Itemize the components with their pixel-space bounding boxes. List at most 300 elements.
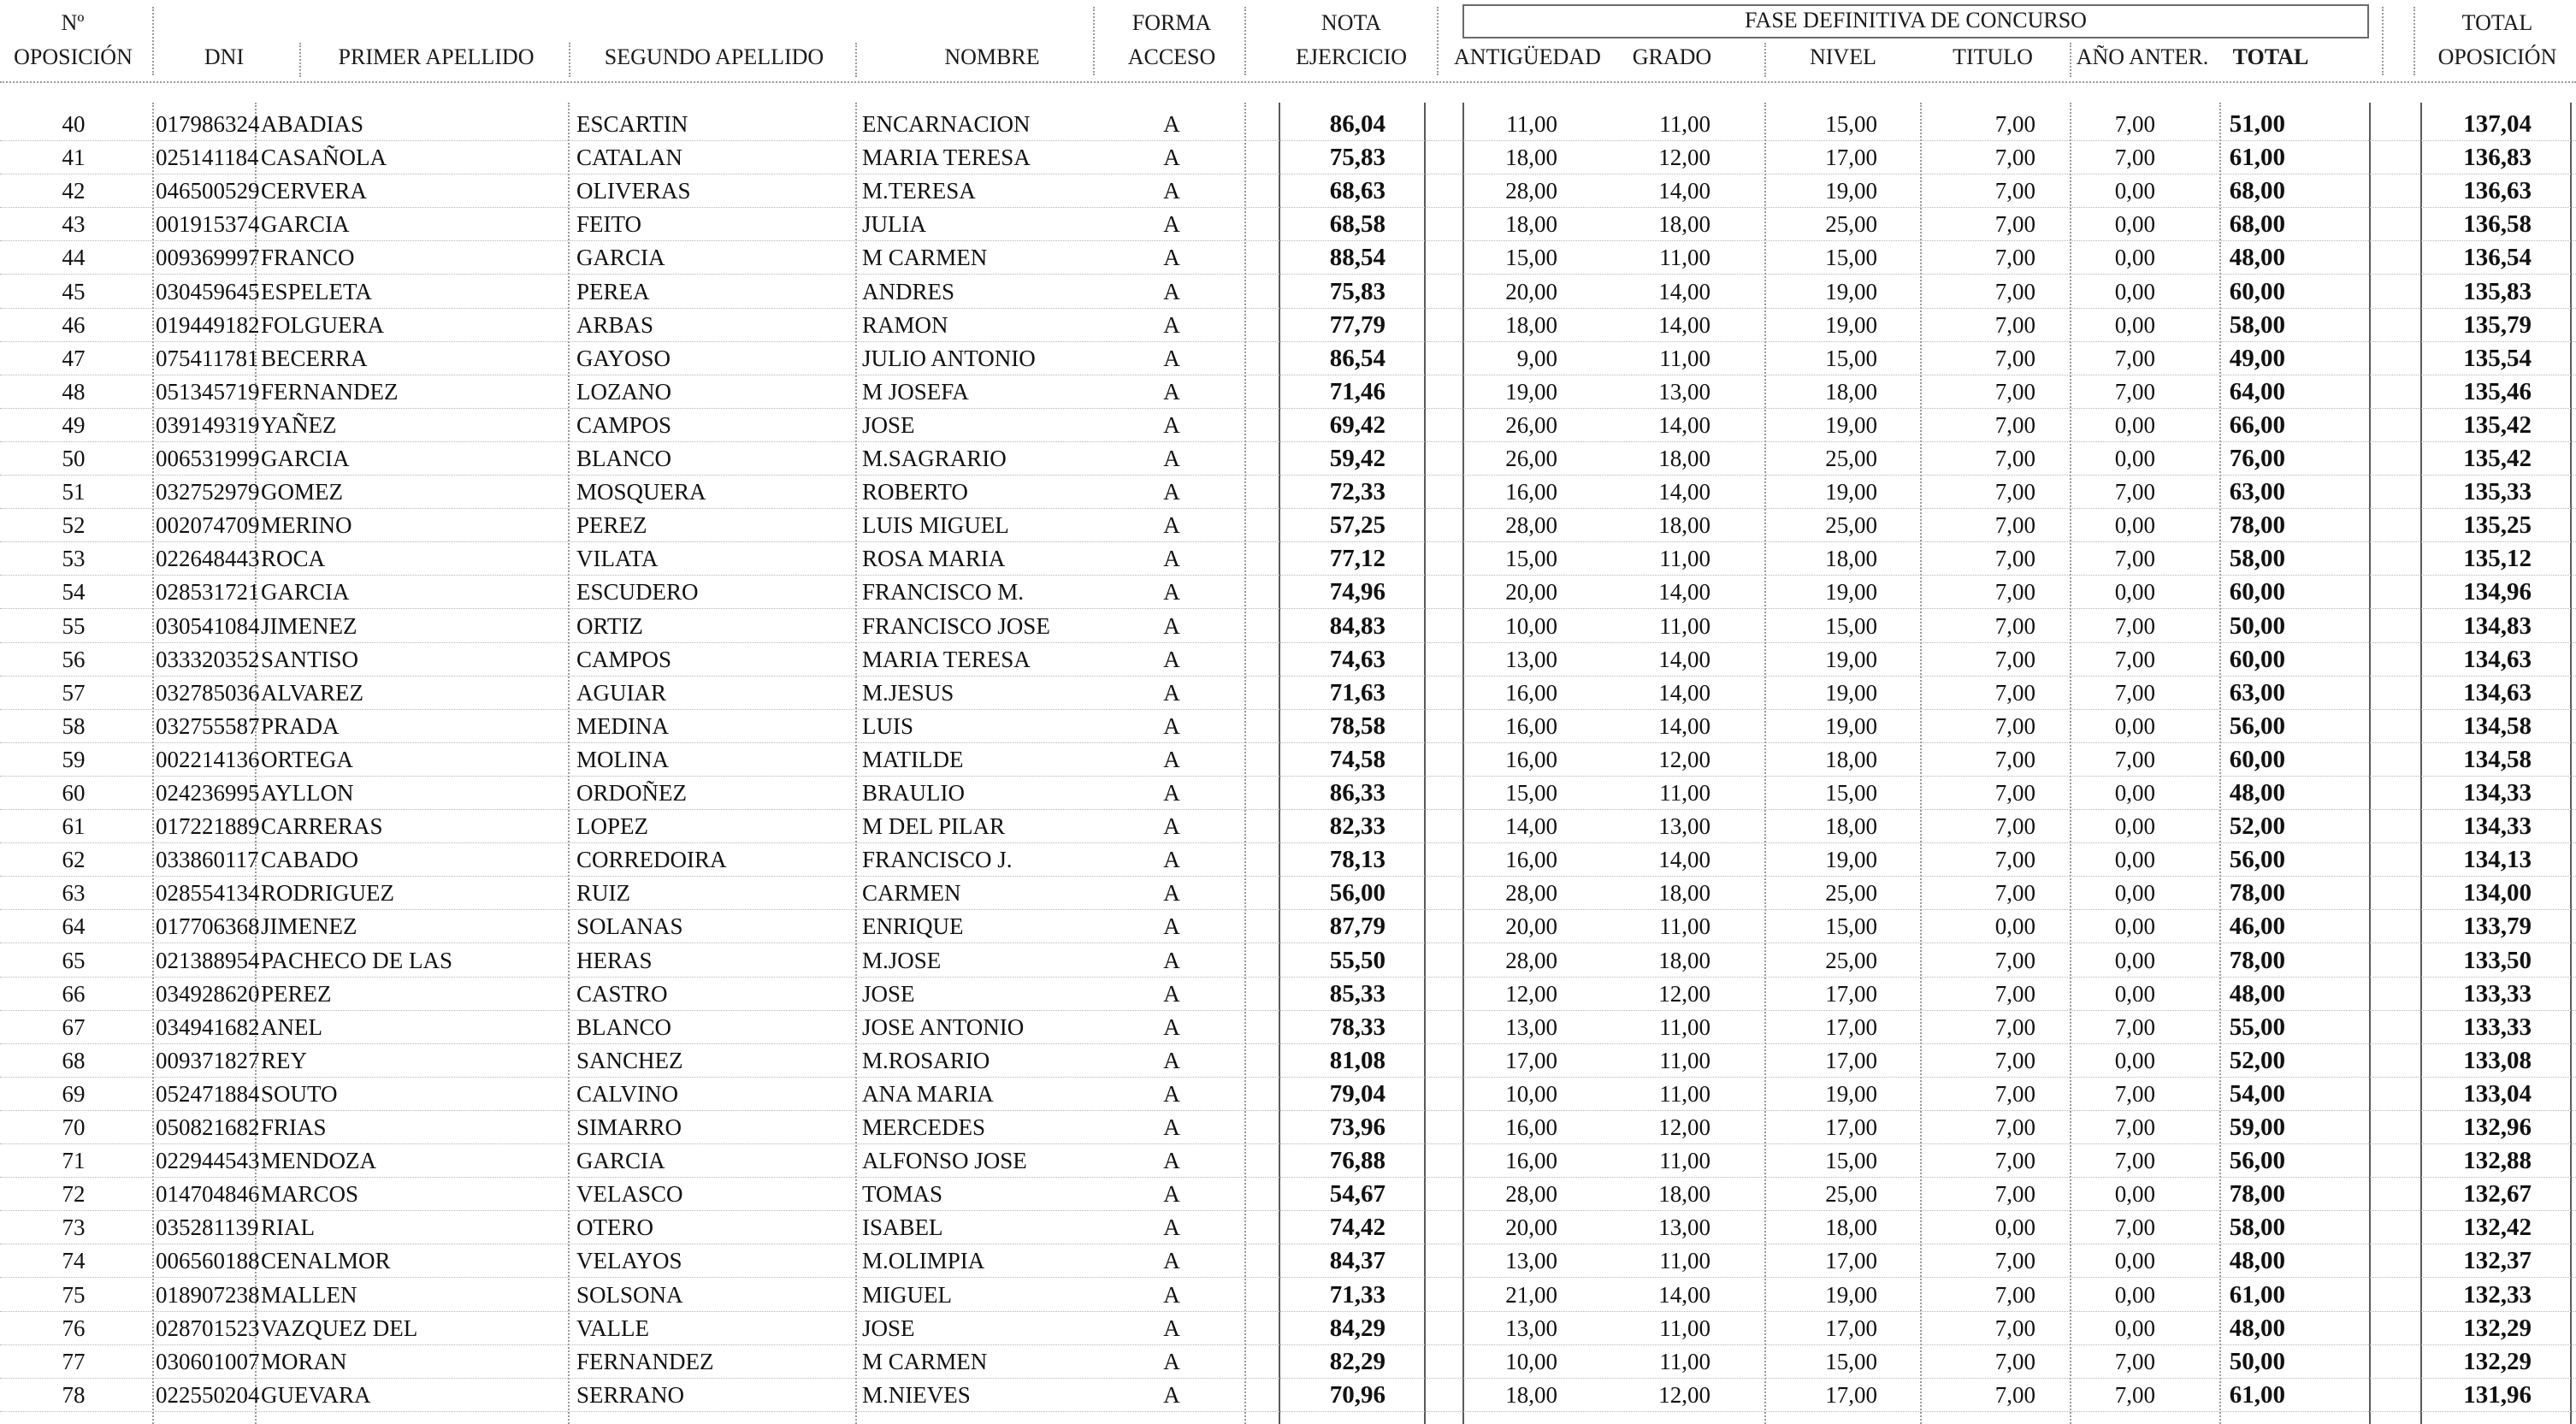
ano-anterior-cell: 0,00 bbox=[2114, 813, 2155, 840]
antiguedad-cell: 13,00 bbox=[1505, 1248, 1557, 1274]
header-antiguedad: ANTIGÜEDAD bbox=[1454, 44, 1601, 69]
nota-ejercicio-cell: 86,54 bbox=[1329, 344, 1385, 372]
grado-cell: 11,00 bbox=[1659, 245, 1710, 271]
nivel-cell: 15,00 bbox=[1825, 780, 1877, 806]
nivel-cell: 17,00 bbox=[1825, 1013, 1877, 1040]
titulo-cell: 7,00 bbox=[1994, 345, 2035, 371]
ano-anterior-cell: 0,00 bbox=[2114, 1281, 2155, 1308]
dni-cell: 009371827 bbox=[156, 1047, 260, 1073]
primer-apellido-cell: PRADA bbox=[261, 712, 340, 739]
antiguedad-cell: 20,00 bbox=[1505, 579, 1557, 606]
ano-anterior-cell: 0,00 bbox=[2114, 847, 2155, 873]
dni-cell: 050821682 bbox=[156, 1114, 260, 1140]
nota-ejercicio-cell: 72,33 bbox=[1329, 478, 1385, 506]
forma-acceso-cell: A bbox=[1163, 1148, 1180, 1174]
table-row bbox=[0, 509, 2576, 542]
primer-apellido-cell: FRIAS bbox=[261, 1114, 327, 1140]
header-dni: DNI bbox=[204, 44, 245, 69]
row-number: 50 bbox=[62, 446, 86, 471]
segundo-apellido-cell: RUIZ bbox=[576, 880, 630, 907]
segundo-apellido-cell: VELAYOS bbox=[576, 1248, 682, 1274]
titulo-cell: 7,00 bbox=[1994, 646, 2035, 672]
segundo-apellido-cell: BLANCO bbox=[576, 446, 672, 471]
antiguedad-cell: 16,00 bbox=[1505, 847, 1557, 873]
fase-total-cell: 52,00 bbox=[2229, 812, 2285, 841]
fase-total-cell: 78,00 bbox=[2229, 511, 2285, 540]
antiguedad-cell: 16,00 bbox=[1505, 1114, 1557, 1140]
segundo-apellido-cell: SERRANO bbox=[576, 1381, 685, 1408]
dni-cell: 033320352 bbox=[156, 646, 260, 672]
total-oposicion-cell: 132,29 bbox=[2463, 1347, 2532, 1375]
dni-cell: 024236995 bbox=[156, 780, 260, 806]
header-num-bottom: OPOSICIÓN bbox=[14, 44, 133, 69]
ano-anterior-cell: 0,00 bbox=[2114, 579, 2155, 606]
table-row bbox=[0, 1178, 2576, 1211]
segundo-apellido-cell: PEREZ bbox=[576, 512, 647, 539]
primer-apellido-cell: MERINO bbox=[261, 512, 352, 539]
table-row bbox=[0, 442, 2576, 476]
nivel-cell: 17,00 bbox=[1825, 145, 1877, 171]
segundo-apellido-cell: CAMPOS bbox=[576, 411, 672, 438]
dni-cell: 052471884 bbox=[156, 1080, 260, 1107]
fase-total-cell: 78,00 bbox=[2229, 946, 2285, 974]
nivel-cell: 15,00 bbox=[1825, 345, 1877, 371]
antiguedad-cell: 10,00 bbox=[1505, 612, 1557, 639]
antiguedad-cell: 16,00 bbox=[1505, 679, 1557, 706]
segundo-apellido-cell: MOLINA bbox=[576, 746, 669, 772]
table-row bbox=[0, 108, 2576, 141]
row-number: 65 bbox=[62, 947, 86, 973]
nivel-cell: 25,00 bbox=[1825, 947, 1877, 973]
dni-cell: 017706368 bbox=[156, 913, 260, 940]
titulo-cell: 7,00 bbox=[1994, 1181, 2035, 1208]
forma-acceso-cell: A bbox=[1163, 411, 1180, 438]
nota-ejercicio-cell: 78,58 bbox=[1329, 712, 1385, 740]
nombre-cell: ISABEL bbox=[862, 1214, 943, 1241]
table-row bbox=[0, 342, 2576, 375]
total-oposicion-cell: 133,04 bbox=[2463, 1079, 2532, 1108]
grado-cell: 11,00 bbox=[1659, 612, 1710, 639]
nota-ejercicio-cell: 77,79 bbox=[1329, 310, 1385, 339]
fase-total-cell: 78,00 bbox=[2229, 879, 2285, 907]
titulo-cell: 7,00 bbox=[1994, 579, 2035, 606]
grado-cell: 14,00 bbox=[1658, 178, 1710, 204]
ano-anterior-cell: 0,00 bbox=[2114, 880, 2155, 907]
primer-apellido-cell: ALVAREZ bbox=[261, 679, 364, 706]
ano-anterior-cell: 0,00 bbox=[2114, 311, 2155, 338]
primer-apellido-cell: GUEVARA bbox=[261, 1381, 371, 1408]
antiguedad-cell: 20,00 bbox=[1505, 913, 1557, 940]
header-divider bbox=[1093, 7, 1095, 75]
antiguedad-cell: 20,00 bbox=[1505, 278, 1557, 304]
nivel-cell: 25,00 bbox=[1825, 446, 1877, 471]
titulo-cell: 7,00 bbox=[1994, 111, 2035, 137]
row-number: 72 bbox=[62, 1181, 86, 1208]
table-row bbox=[0, 1078, 2576, 1111]
fase-total-cell: 48,00 bbox=[2229, 979, 2285, 1007]
nivel-cell: 17,00 bbox=[1825, 1315, 1877, 1341]
forma-acceso-cell: A bbox=[1163, 612, 1180, 639]
total-oposicion-cell: 133,33 bbox=[2463, 1013, 2532, 1041]
fase-total-cell: 55,00 bbox=[2229, 1013, 2285, 1041]
titulo-cell: 7,00 bbox=[1994, 712, 2035, 739]
nivel-cell: 19,00 bbox=[1825, 1281, 1877, 1308]
nombre-cell: JOSE bbox=[862, 411, 915, 438]
antiguedad-cell: 28,00 bbox=[1505, 178, 1557, 204]
antiguedad-cell: 13,00 bbox=[1505, 646, 1557, 672]
nombre-cell: M.NIEVES bbox=[862, 1381, 971, 1408]
dni-cell: 022550204 bbox=[156, 1381, 260, 1408]
segundo-apellido-cell: SOLSONA bbox=[576, 1281, 683, 1308]
dni-cell: 075411781 bbox=[156, 345, 259, 371]
grado-cell: 18,00 bbox=[1658, 1181, 1710, 1208]
grado-cell: 12,00 bbox=[1658, 1381, 1710, 1408]
total-oposicion-cell: 134,83 bbox=[2463, 612, 2532, 640]
primer-apellido-cell: VAZQUEZ DEL bbox=[261, 1315, 418, 1341]
nota-ejercicio-cell: 71,46 bbox=[1329, 377, 1385, 405]
header-nivel: NIVEL bbox=[1810, 44, 1876, 69]
table-row bbox=[0, 375, 2576, 409]
row-number: 54 bbox=[62, 579, 86, 606]
total-oposicion-cell: 136,83 bbox=[2463, 144, 2532, 172]
grado-cell: 12,00 bbox=[1658, 1114, 1710, 1140]
antiguedad-cell: 28,00 bbox=[1505, 947, 1557, 973]
antiguedad-cell: 18,00 bbox=[1505, 1381, 1557, 1408]
total-oposicion-cell: 134,33 bbox=[2463, 779, 2532, 807]
antiguedad-cell: 14,00 bbox=[1505, 813, 1557, 840]
nivel-cell: 15,00 bbox=[1825, 245, 1877, 271]
header-total-bottom: OPOSICIÓN bbox=[2437, 44, 2557, 69]
titulo-cell: 7,00 bbox=[1994, 1047, 2035, 1073]
grado-cell: 11,00 bbox=[1659, 1148, 1710, 1174]
nota-ejercicio-cell: 74,42 bbox=[1329, 1214, 1385, 1242]
ano-anterior-cell: 0,00 bbox=[2114, 1315, 2155, 1341]
titulo-cell: 7,00 bbox=[1994, 411, 2035, 438]
fase-total-cell: 63,00 bbox=[2229, 478, 2285, 506]
header-fase-title: FASE DEFINITIVA DE CONCURSO bbox=[1745, 8, 2087, 32]
nombre-cell: MATILDE bbox=[862, 746, 964, 772]
dni-cell: 019449182 bbox=[156, 311, 260, 338]
total-oposicion-cell: 133,33 bbox=[2463, 979, 2532, 1007]
antiguedad-cell: 15,00 bbox=[1505, 546, 1557, 572]
nota-ejercicio-cell: 84,37 bbox=[1329, 1247, 1385, 1275]
ano-anterior-cell: 0,00 bbox=[2114, 1047, 2155, 1073]
row-number: 56 bbox=[62, 646, 86, 672]
grado-cell: 11,00 bbox=[1659, 1047, 1710, 1073]
titulo-cell: 0,00 bbox=[1994, 913, 2035, 940]
nombre-cell: ANA MARIA bbox=[862, 1080, 994, 1107]
titulo-cell: 7,00 bbox=[1994, 278, 2035, 304]
row-number: 67 bbox=[62, 1013, 86, 1040]
primer-apellido-cell: CERVERA bbox=[261, 178, 367, 204]
header-titulo: TITULO bbox=[1953, 44, 2033, 69]
nombre-cell: ROSA MARIA bbox=[862, 546, 1006, 572]
nota-ejercicio-cell: 55,50 bbox=[1329, 946, 1385, 974]
forma-acceso-cell: A bbox=[1163, 512, 1180, 539]
dni-cell: 030541084 bbox=[156, 612, 260, 639]
nombre-cell: MARIA TERESA bbox=[862, 646, 1031, 672]
nombre-cell: M.ROSARIO bbox=[862, 1047, 990, 1073]
antiguedad-cell: 16,00 bbox=[1505, 746, 1557, 772]
segundo-apellido-cell: GARCIA bbox=[576, 1148, 665, 1174]
nombre-cell: ENCARNACION bbox=[862, 111, 1031, 137]
nivel-cell: 25,00 bbox=[1825, 880, 1877, 907]
nivel-cell: 19,00 bbox=[1825, 311, 1877, 338]
nivel-cell: 25,00 bbox=[1825, 512, 1877, 539]
antiguedad-cell: 17,00 bbox=[1505, 1047, 1557, 1073]
antiguedad-cell: 16,00 bbox=[1505, 712, 1557, 739]
total-oposicion-cell: 134,00 bbox=[2463, 879, 2532, 907]
dni-cell: 006560188 bbox=[156, 1248, 260, 1274]
header-divider bbox=[855, 43, 857, 77]
total-oposicion-cell: 134,63 bbox=[2463, 645, 2532, 673]
nota-ejercicio-cell: 82,33 bbox=[1329, 812, 1385, 841]
primer-apellido-cell: FRANCO bbox=[261, 245, 355, 271]
nombre-cell: ANDRES bbox=[862, 278, 955, 304]
forma-acceso-cell: A bbox=[1163, 1248, 1180, 1274]
nota-ejercicio-cell: 71,33 bbox=[1329, 1280, 1385, 1309]
nota-ejercicio-cell: 69,42 bbox=[1329, 411, 1385, 439]
nota-ejercicio-cell: 70,96 bbox=[1329, 1380, 1385, 1409]
row-number: 48 bbox=[62, 378, 86, 405]
nombre-cell: M.JOSE bbox=[862, 947, 942, 973]
nivel-cell: 19,00 bbox=[1825, 679, 1877, 706]
nota-ejercicio-cell: 77,12 bbox=[1329, 545, 1385, 573]
header-nota-bottom: EJERCICIO bbox=[1296, 44, 1407, 69]
forma-acceso-cell: A bbox=[1163, 1381, 1180, 1408]
fase-total-cell: 48,00 bbox=[2229, 1247, 2285, 1275]
primer-apellido-cell: RIAL bbox=[261, 1214, 315, 1241]
segundo-apellido-cell: VALLE bbox=[576, 1315, 649, 1341]
table-row bbox=[0, 1279, 2576, 1312]
antiguedad-cell: 13,00 bbox=[1505, 1315, 1557, 1341]
grado-cell: 11,00 bbox=[1659, 546, 1710, 572]
table-row bbox=[0, 1379, 2576, 1412]
header-ano-anter: AÑO ANTER. bbox=[2076, 44, 2209, 69]
ano-anterior-cell: 7,00 bbox=[2114, 145, 2155, 171]
dni-cell: 039149319 bbox=[156, 411, 260, 438]
total-oposicion-cell: 134,96 bbox=[2463, 578, 2532, 606]
grado-cell: 14,00 bbox=[1658, 712, 1710, 739]
grado-cell: 14,00 bbox=[1658, 479, 1710, 505]
segundo-apellido-cell: LOPEZ bbox=[576, 813, 648, 840]
ano-anterior-cell: 7,00 bbox=[2114, 1080, 2155, 1107]
primer-apellido-cell: FOLGUERA bbox=[261, 311, 385, 338]
fase-total-cell: 60,00 bbox=[2229, 745, 2285, 773]
row-number: 58 bbox=[62, 712, 86, 739]
ano-anterior-cell: 7,00 bbox=[2114, 111, 2155, 137]
header-forma-top: FORMA bbox=[1131, 10, 1212, 35]
ano-anterior-cell: 7,00 bbox=[2114, 1348, 2155, 1374]
forma-acceso-cell: A bbox=[1163, 145, 1180, 171]
fase-total-cell: 50,00 bbox=[2229, 612, 2285, 640]
table-row bbox=[0, 241, 2576, 275]
nombre-cell: ALFONSO JOSE bbox=[862, 1148, 1027, 1174]
dni-cell: 028701523 bbox=[156, 1315, 260, 1341]
titulo-cell: 7,00 bbox=[1994, 813, 2035, 840]
ano-anterior-cell: 0,00 bbox=[2114, 780, 2155, 806]
dni-cell: 033860117 bbox=[156, 847, 259, 873]
ano-anterior-cell: 7,00 bbox=[2114, 345, 2155, 371]
grado-cell: 14,00 bbox=[1658, 847, 1710, 873]
segundo-apellido-cell: MEDINA bbox=[576, 712, 669, 739]
table-row bbox=[0, 576, 2576, 609]
forma-acceso-cell: A bbox=[1163, 913, 1180, 940]
nombre-cell: M DEL PILAR bbox=[862, 813, 1005, 840]
dni-cell: 030601007 bbox=[156, 1348, 260, 1374]
forma-acceso-cell: A bbox=[1163, 880, 1180, 907]
total-oposicion-cell: 134,13 bbox=[2463, 846, 2532, 874]
segundo-apellido-cell: CASTRO bbox=[576, 980, 668, 1007]
table-row bbox=[0, 275, 2576, 309]
nombre-cell: CARMEN bbox=[862, 880, 961, 907]
dni-cell: 017221889 bbox=[156, 813, 260, 840]
forma-acceso-cell: A bbox=[1163, 278, 1180, 304]
segundo-apellido-cell: ESCARTIN bbox=[576, 111, 688, 137]
ano-anterior-cell: 7,00 bbox=[2114, 1214, 2155, 1241]
primer-apellido-cell: CENALMOR bbox=[261, 1248, 391, 1274]
titulo-cell: 7,00 bbox=[1994, 1013, 2035, 1040]
grado-cell: 18,00 bbox=[1658, 446, 1710, 471]
segundo-apellido-cell: GAYOSO bbox=[576, 345, 671, 371]
header-fase-total: TOTAL bbox=[2232, 44, 2309, 69]
ano-anterior-cell: 0,00 bbox=[2114, 512, 2155, 539]
forma-acceso-cell: A bbox=[1163, 546, 1180, 572]
table-row bbox=[0, 677, 2576, 710]
ano-anterior-cell: 7,00 bbox=[2114, 1114, 2155, 1140]
total-oposicion-cell: 132,67 bbox=[2463, 1180, 2532, 1208]
grado-cell: 11,00 bbox=[1659, 1248, 1710, 1274]
grado-cell: 14,00 bbox=[1658, 679, 1710, 706]
table-row bbox=[0, 910, 2576, 943]
grado-cell: 11,00 bbox=[1659, 1013, 1710, 1040]
row-number: 70 bbox=[62, 1114, 86, 1140]
fase-total-cell: 63,00 bbox=[2229, 678, 2285, 706]
segundo-apellido-cell: SANCHEZ bbox=[576, 1047, 683, 1073]
fase-total-cell: 58,00 bbox=[2229, 545, 2285, 573]
antiguedad-cell: 28,00 bbox=[1505, 880, 1557, 907]
table-row bbox=[0, 1044, 2576, 1078]
row-number: 55 bbox=[62, 612, 86, 639]
nombre-cell: MARIA TERESA bbox=[862, 145, 1031, 171]
table-row bbox=[0, 877, 2576, 910]
row-number: 44 bbox=[62, 245, 86, 271]
dni-cell: 046500529 bbox=[156, 178, 260, 204]
segundo-apellido-cell: PEREA bbox=[576, 278, 650, 304]
dni-cell: 032785036 bbox=[156, 679, 260, 706]
total-oposicion-cell: 132,33 bbox=[2463, 1280, 2532, 1309]
row-number: 49 bbox=[62, 411, 86, 438]
segundo-apellido-cell: CAMPOS bbox=[576, 646, 672, 672]
row-number: 76 bbox=[62, 1315, 86, 1341]
titulo-cell: 7,00 bbox=[1994, 1315, 2035, 1341]
nota-ejercicio-cell: 74,63 bbox=[1329, 645, 1385, 673]
segundo-apellido-cell: VILATA bbox=[576, 546, 659, 572]
nombre-cell: ENRIQUE bbox=[862, 913, 964, 940]
ano-anterior-cell: 7,00 bbox=[2114, 546, 2155, 572]
nota-ejercicio-cell: 56,00 bbox=[1329, 879, 1385, 907]
fase-total-cell: 66,00 bbox=[2229, 411, 2285, 439]
primer-apellido-cell: ANEL bbox=[261, 1013, 322, 1040]
row-number: 63 bbox=[62, 880, 86, 907]
grado-cell: 18,00 bbox=[1658, 512, 1710, 539]
nota-ejercicio-cell: 68,63 bbox=[1329, 177, 1385, 205]
titulo-cell: 0,00 bbox=[1994, 1214, 2035, 1241]
dni-cell: 034928620 bbox=[156, 980, 260, 1007]
grado-cell: 14,00 bbox=[1658, 411, 1710, 438]
grado-cell: 18,00 bbox=[1658, 947, 1710, 973]
primer-apellido-cell: CARRERAS bbox=[261, 813, 383, 840]
total-oposicion-cell: 132,88 bbox=[2463, 1147, 2532, 1175]
nombre-cell: JOSE ANTONIO bbox=[862, 1013, 1025, 1040]
forma-acceso-cell: A bbox=[1163, 111, 1180, 137]
ano-anterior-cell: 0,00 bbox=[2114, 712, 2155, 739]
total-oposicion-cell: 135,42 bbox=[2463, 445, 2532, 472]
nivel-cell: 17,00 bbox=[1825, 1381, 1877, 1408]
table-row bbox=[0, 1111, 2576, 1144]
grado-cell: 14,00 bbox=[1658, 1281, 1710, 1308]
forma-acceso-cell: A bbox=[1163, 446, 1180, 471]
table-row bbox=[0, 843, 2576, 877]
ano-anterior-cell: 0,00 bbox=[2114, 1181, 2155, 1208]
titulo-cell: 7,00 bbox=[1994, 1148, 2035, 1174]
antiguedad-cell: 19,00 bbox=[1505, 378, 1557, 405]
primer-apellido-cell: CASAÑOLA bbox=[261, 145, 387, 171]
nota-ejercicio-cell: 86,04 bbox=[1329, 110, 1385, 138]
row-number: 59 bbox=[62, 746, 86, 772]
table-row bbox=[0, 710, 2576, 743]
forma-acceso-cell: A bbox=[1163, 245, 1180, 271]
nivel-cell: 18,00 bbox=[1825, 378, 1877, 405]
antiguedad-cell: 18,00 bbox=[1505, 145, 1557, 171]
nombre-cell: M JOSEFA bbox=[862, 378, 969, 405]
header-divider bbox=[569, 43, 570, 77]
nota-ejercicio-cell: 78,13 bbox=[1329, 846, 1385, 874]
total-oposicion-cell: 133,08 bbox=[2463, 1046, 2532, 1074]
total-oposicion-cell: 134,58 bbox=[2463, 745, 2532, 773]
row-number: 75 bbox=[62, 1281, 86, 1308]
primer-apellido-cell: SANTISO bbox=[261, 646, 359, 672]
titulo-cell: 7,00 bbox=[1994, 1248, 2035, 1274]
nivel-cell: 15,00 bbox=[1825, 1348, 1877, 1374]
segundo-apellido-cell: OLIVERAS bbox=[576, 178, 691, 204]
forma-acceso-cell: A bbox=[1163, 813, 1180, 840]
fase-total-cell: 58,00 bbox=[2229, 1214, 2285, 1242]
header-divider bbox=[2382, 7, 2384, 75]
forma-acceso-cell: A bbox=[1163, 311, 1180, 338]
nota-ejercicio-cell: 74,58 bbox=[1329, 745, 1385, 773]
dni-cell: 034941682 bbox=[156, 1013, 260, 1040]
nivel-cell: 25,00 bbox=[1825, 211, 1877, 238]
antiguedad-cell: 28,00 bbox=[1505, 512, 1557, 539]
header-num-top: Nº bbox=[61, 10, 85, 35]
primer-apellido-cell: GARCIA bbox=[261, 446, 350, 471]
row-number: 57 bbox=[62, 679, 86, 706]
total-oposicion-cell: 132,29 bbox=[2463, 1314, 2532, 1342]
antiguedad-cell: 18,00 bbox=[1505, 211, 1557, 238]
nombre-cell: JOSE bbox=[862, 1315, 915, 1341]
total-oposicion-cell: 136,54 bbox=[2463, 244, 2532, 272]
titulo-cell: 7,00 bbox=[1994, 311, 2035, 338]
forma-acceso-cell: A bbox=[1163, 1080, 1180, 1107]
titulo-cell: 7,00 bbox=[1994, 1348, 2035, 1374]
dni-cell: 002214136 bbox=[156, 746, 260, 772]
nombre-cell: MIGUEL bbox=[862, 1281, 952, 1308]
ano-anterior-cell: 7,00 bbox=[2114, 646, 2155, 672]
grado-cell: 18,00 bbox=[1658, 211, 1710, 238]
titulo-cell: 7,00 bbox=[1994, 847, 2035, 873]
fase-total-cell: 58,00 bbox=[2229, 310, 2285, 339]
